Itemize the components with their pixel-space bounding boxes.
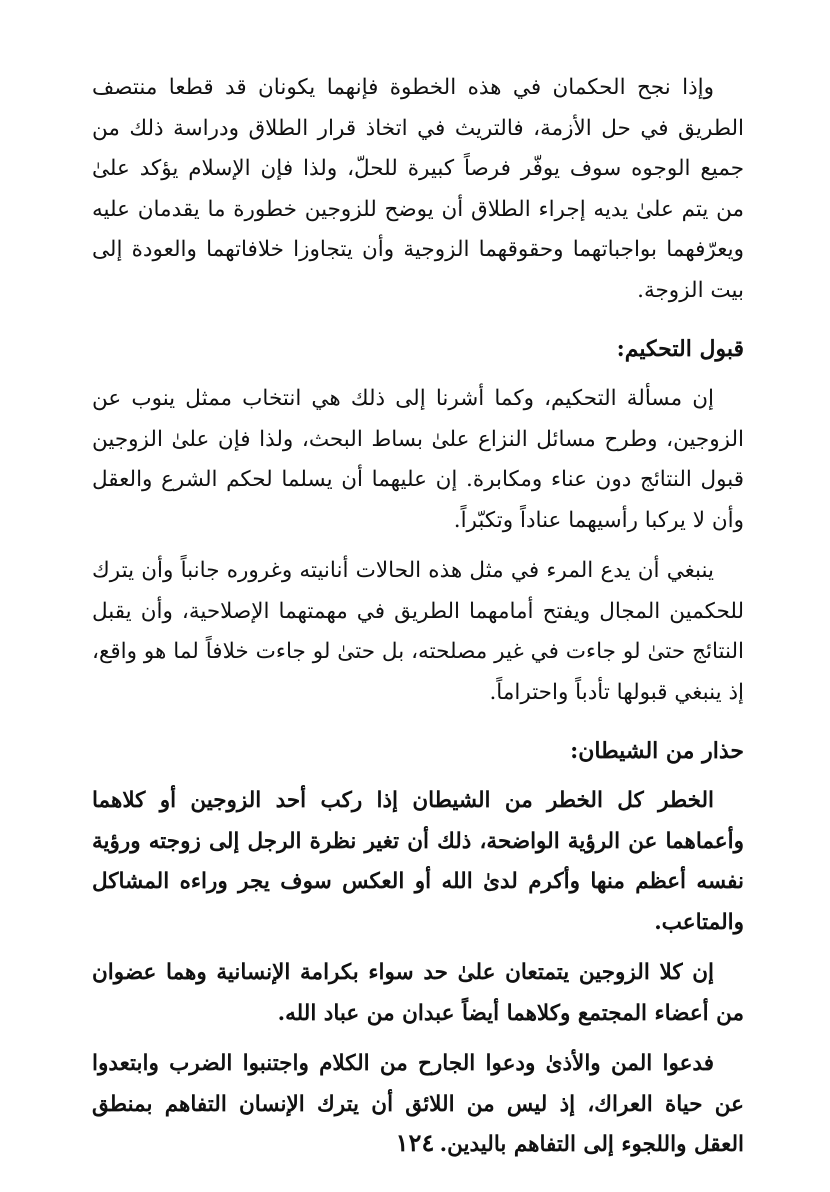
spacer	[92, 771, 744, 781]
paragraph-equal-dignity: إن كلا الزوجين يتمتعان علىٰ حد سواء بكرامة الإنسانية وهما عضوان من أعضاء المجتمع وكلاهما أيضاً عبدان من عباد الله.	[92, 960, 744, 1026]
page-number: ١٢٤	[395, 1128, 435, 1157]
spacer	[92, 713, 744, 731]
paragraph-danger-of-satan: الخطر كل الخطر من الشيطان إذا ركب أحد الزوجين أو كلاهما وأعماهما عن الرؤية الواضحة، ذلك أن تغير نظرة الرجل إلى زوجته ورؤية نفسه أعظم منها وأكرم لدىٰ الله أو العكس سوف يجر وراءه المشاكل والمتاعب.	[92, 788, 744, 935]
heading-beware-satan: حذار من الشيطان:	[570, 738, 744, 764]
paragraph-leave-ego: ينبغي أن يدع المرء في مثل هذه الحالات أنانيته وغروره جانباً وأن يترك للحكمين المجال ويفتح أمامهما الطريق في مهمتهما الإصلاحية، وأن يقبل النتائج حتىٰ لو جاءت في غير مصلحته، بل حتىٰ لو جاءت خلافاً لما هو واقع، إذ ينبغي قبولها تأدباً واحتراماً.	[92, 558, 744, 705]
paragraph-arbitration-issue: إن مسألة التحكيم، وكما أشرنا إلى ذلك هي انتخاب ممثل ينوب عن الزوجين، وطرح مسائل النزاع علىٰ بساط البحث، ولذا فإن علىٰ الزوجين قبول النتائج دون عناء ومكابرة. إن عليهما أن يسلما لحكم الشرع والعقل وأن لا يركبا رأسيهما عناداً وتكبّراً.	[92, 386, 744, 533]
paragraph-arbitrators-success: وإذا نجح الحكمان في هذه الخطوة فإنهما يكونان قد قطعا منتصف الطريق في حل الأزمة، فالتريث في اتخاذ قرار الطلاق ودراسة ذلك من جميع الوجوه سوف يوفّر فرصاً كبيرة للحلّ، ولذا فإن الإسلام يؤكد علىٰ من يتم علىٰ يديه إجراء الطلاق أن يوضح للزوجين خطورة ما يقدمان عليه ويعرّفهما بواجباتهما وحقوقهما الزوجية وأن يتجاوزا خلافاتهما والعودة إلى بيت الزوجة.	[92, 75, 744, 303]
spacer	[92, 943, 744, 953]
spacer	[92, 369, 744, 379]
paragraph-avoid-violence: فدعوا المن والأذىٰ ودعوا الجارح من الكلام واجتنبوا الضرب وابتعدوا عن حياة العراك، إذ ليس من اللائق أن يترك الإنسان التفاهم بمنطق العقل واللجوء إلى التفاهم باليدين.	[92, 1051, 744, 1157]
page-body	[92, 68, 744, 1166]
spacer	[92, 541, 744, 551]
heading-accepting-arbitration: قبول التحكيم:	[616, 336, 744, 362]
spacer	[92, 311, 744, 329]
spacer	[92, 1034, 744, 1044]
